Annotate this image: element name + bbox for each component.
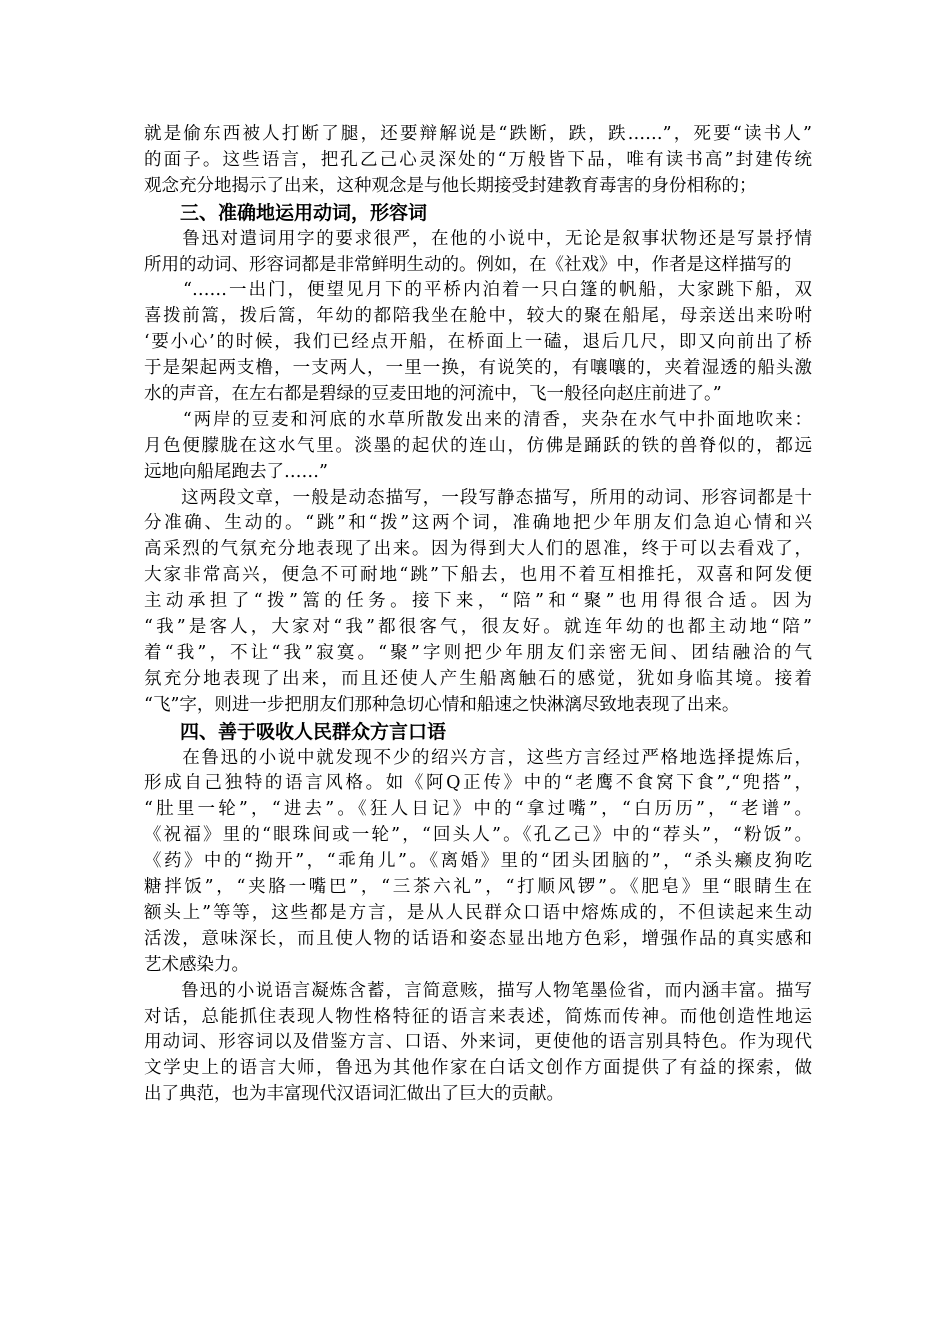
quote-1 [144, 278, 812, 407]
text-line: 糖拌饭”，“夹胳一嘴巴”，“三茶六礼”，“打顺风锣”。《肥皂》里“眼睛生在 [144, 877, 812, 898]
text-line: 用动词、形容词以及借鉴方言、口语、外来词，更使他的语言别具特色。作为现代 [144, 1032, 812, 1053]
section-4 [144, 719, 812, 1108]
text-line: 文学史上的语言大师，鲁迅为其他作家在白话文创作方面提供了有益的探索，做 [144, 1058, 812, 1079]
section-3 [144, 200, 812, 719]
text-line: 水的声音，在左右都是碧绿的豆麦田地的河流中，飞一般径向赵庄前进了。” [144, 384, 722, 405]
text-line: 艺术感染力。 [144, 954, 249, 975]
conclusion-paragraph [144, 979, 812, 1108]
text-line: 大家非常高兴，便急不可耐地“跳”下船去，也用不着互相推托，双喜和阿发便 [144, 565, 812, 586]
text-line: 喜拨前篙，拨后篙，年幼的都陪我坐在舱中，较大的聚在船尾，母亲送出来吩咐 [144, 306, 812, 327]
text-line: 就是偷东西被人打断了腿，还要辩解说是“跌断，跌，跌……”，死要“读书人” [144, 124, 812, 144]
text-line: 出了典范，也为丰富现代汉语词汇做出了巨大的贡献。 [144, 1084, 564, 1105]
text-line: 在鲁迅的小说中就发现不少的绍兴方言，这些方言经过严格地选择提炼后， [144, 747, 812, 768]
text-line: 额头上”等等，这些都是方言，是从人民群众口语中熔炼成的，不但读起来生动 [144, 902, 812, 923]
text-line: “两岸的豆麦和河底的水草所散发出来的清香，夹杂在水气中扑面地吹来： [144, 409, 812, 430]
text-line: 《药》中的“拗开”，“乖角儿”。《离婚》里的“团头团脑的”，“杀头癞皮狗吃 [144, 851, 812, 872]
text-line: “……一出门，便望见月下的平桥内泊着一只白篷的帆船，大家跳下船，双 [144, 280, 812, 301]
quote-2 [144, 408, 812, 486]
text-line: ‘要小心’的时候，我们已经点开船，在桥面上一磕，退后几尺，即又向前出了桥 [144, 332, 812, 353]
analysis-paragraph [144, 486, 812, 719]
intro-paragraph [144, 122, 812, 200]
text-line: 对话，总能抓住表现人物性格特征的语言来表述，简炼而传神。而他创造性地运 [144, 1006, 812, 1027]
text-line: 所用的动词、形容词都是非常鲜明生动的。例如，在《社戏》中，作者是这样描写的 [144, 254, 792, 275]
text-line: “飞”字，则进一步把朋友们那种急切心情和船速之快淋漓尽致地表现了出来。 [144, 694, 740, 715]
text-line: 于是架起两支橹，一支两人，一里一换，有说笑的，有嚷嚷的，夹着湿透的船头激 [144, 358, 812, 379]
text-line: 鲁迅的小说语言凝炼含蓄，言简意赅，描写人物笔墨俭省，而内涵丰富。描写 [144, 980, 812, 1001]
section-4-paragraph-1 [144, 746, 812, 979]
text-line: 活泼，意味深长，而且使人物的话语和姿态显出地方色彩，增强作品的真实感和 [144, 928, 812, 949]
text-line: 月色便朦胧在这水气里。淡墨的起伏的连山，仿佛是踊跃的铁的兽脊似的，都远 [144, 435, 812, 456]
text-line: 远地向船尾跑去了……” [144, 461, 328, 482]
text-line: 这两段文章，一般是动态描写，一段写静态描写，所用的动词、形容词都是十 [144, 487, 812, 508]
document-page [144, 122, 812, 1108]
text-line: 主动承担了“拨”篙的任务。接下来，“陪”和“聚”也用得很合适。因为 [144, 591, 812, 612]
text-line: 观念充分地揭示了出来，这种观念是与他长期接受封建教育毒害的身份相称的； [144, 175, 757, 196]
section-3-heading: 三、准确地运用动词，形容词 [180, 201, 428, 224]
text-line: 高采烈的气氛充分地表现了出来。因为得到大人们的恩准，终于可以去看戏了， [144, 539, 812, 560]
text-line: 鲁迅对遣词用字的要求很严，在他的小说中，无论是叙事状物还是写景抒情 [144, 228, 812, 249]
text-line: “肚里一轮”，“进去”。《狂人日记》中的“拿过嘴”，“白历历”，“老谱”。 [144, 799, 812, 820]
section-4-heading: 四、善于吸收人民群众方言口语 [180, 720, 447, 743]
text-line: 着“我”，不让“我”寂寞。“聚”字则把少年朋友们亲密无间、团结融洽的气 [144, 642, 812, 663]
text-line: 的面子。这些语言，把孔乙己心灵深处的“万般皆下品，唯有读书高”封建传统 [144, 149, 812, 170]
text-line: 《祝福》里的“眼珠间或一轮”，“回头人”。《孔乙己》中的“荐头”，“粉饭”。 [144, 825, 812, 846]
text-line: 形成自己独特的语言风格。如《阿Q正传》中的“老鹰不食窝下食”,“兜搭”， [144, 773, 812, 794]
text-line: 氛充分地表现了出来，而且还使人产生船离触石的感觉，犹如身临其境。接着 [144, 668, 812, 689]
text-line: 分准确、生动的。“跳”和“拨”这两个词，准确地把少年朋友们急迫心情和兴 [144, 513, 812, 534]
section-3-paragraph-1 [144, 227, 812, 279]
text-line: “我”是客人，大家对“我”都很客气，很友好。就连年幼的也都主动地“陪” [144, 617, 812, 638]
